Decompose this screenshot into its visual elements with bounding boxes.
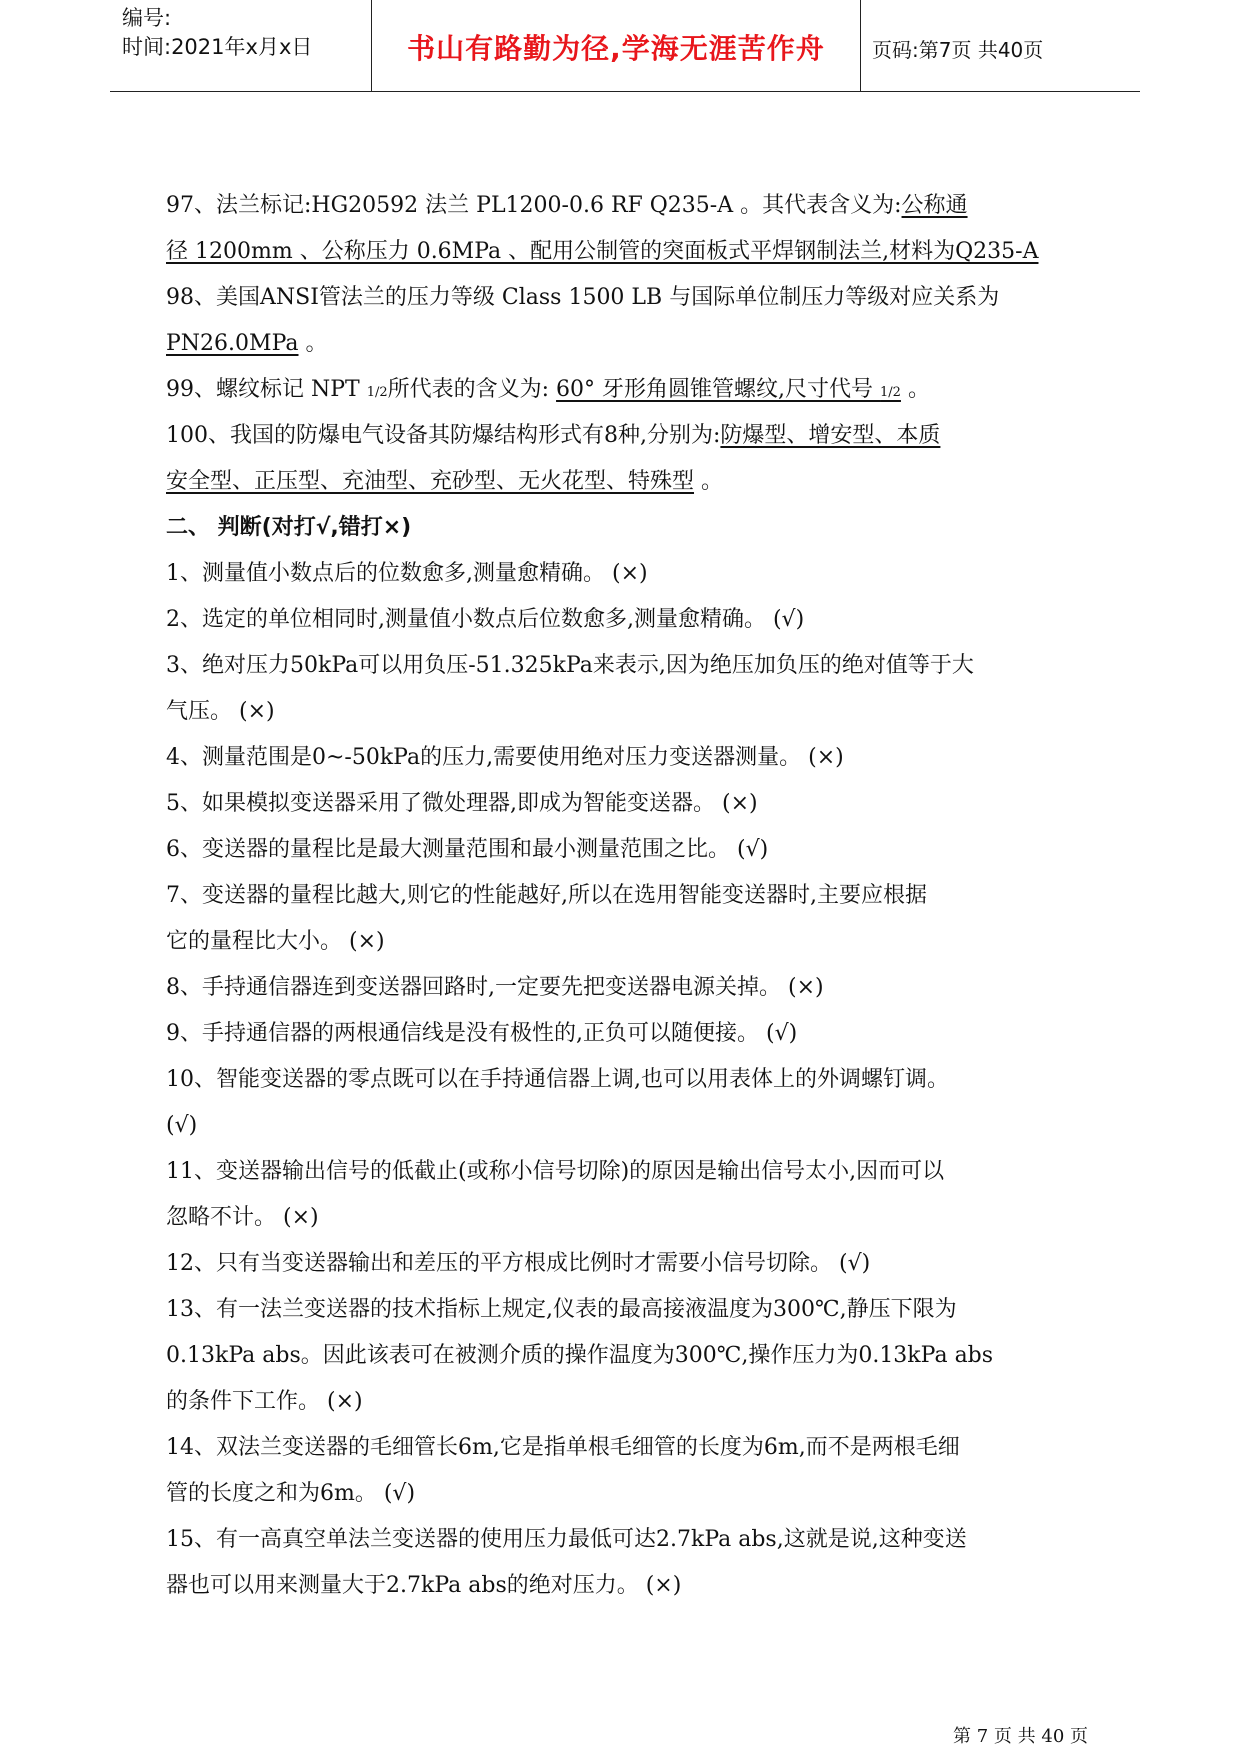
list-item: 6、变送器的量程比是最大测量范围和最小测量范围之比。 (√)	[166, 837, 769, 862]
header-page-number: 页码:第7页 共40页	[872, 38, 1044, 62]
document-body	[166, 183, 1086, 1609]
text-line	[166, 459, 1086, 505]
q98-answer: PN26.0MPa	[166, 331, 299, 356]
header-divider	[860, 0, 861, 92]
list-item: 1、测量值小数点后的位数愈多,测量愈精确。 (×)	[166, 561, 648, 586]
q99-text: 99、螺纹标记 NPT	[166, 377, 367, 402]
list-item: 8、手持通信器连到变送器回路时,一定要先把变送器电源关掉。 (×)	[166, 975, 824, 1000]
list-item: 13、有一法兰变送器的技术指标上规定,仪表的最高接液温度为300℃,静压下限为	[166, 1297, 957, 1322]
list-item: 11、变送器输出信号的低截止(或称小信号切除)的原因是输出信号太小,因而可以	[166, 1159, 945, 1184]
punct: 。	[900, 377, 930, 402]
q97-text: 97、法兰标记:HG20592 法兰 PL1200-0.6 RF Q235-A 。其代表含义为:	[166, 193, 902, 218]
text-line	[166, 183, 1086, 229]
list-item-cont: 的条件下工作。 (×)	[166, 1389, 363, 1414]
list-item: 3、绝对压力50kPa可以用负压-51.325kPa来表示,因为绝压加负压的绝对值等于大	[166, 653, 974, 678]
list-item: 2、选定的单位相同时,测量值小数点后位数愈多,测量愈精确。 (√)	[166, 607, 805, 632]
header-motto: 书山有路勤为径,学海无涯苦作舟	[407, 32, 825, 65]
list-item-cont: 它的量程比大小。 (×)	[166, 929, 385, 954]
list-item-cont: 忽略不计。 (×)	[166, 1205, 319, 1230]
list-item: 5、如果模拟变送器采用了微处理器,即成为智能变送器。 (×)	[166, 791, 758, 816]
punct: 。	[298, 331, 328, 356]
list-item: 4、测量范围是0~-50kPa的压力,需要使用绝对压力变送器测量。 (×)	[166, 745, 844, 770]
list-item: 10、智能变送器的零点既可以在手持通信器上调,也可以用表体上的外调螺钉调。	[166, 1067, 949, 1092]
list-item: 7、变送器的量程比越大,则它的性能越好,所以在选用智能变送器时,主要应根据	[166, 883, 927, 908]
text-line	[166, 413, 1086, 459]
header-date: 时间:2021年x月x日	[122, 35, 313, 59]
header-meta	[122, 4, 312, 62]
text-line	[166, 321, 1086, 367]
list-item-cont: 器也可以用来测量大于2.7kPa abs的绝对压力。 (×)	[166, 1573, 682, 1598]
punct: 。	[694, 469, 724, 494]
list-item-cont: 管的长度之和为6m。 (√)	[166, 1481, 416, 1506]
q100-answer: 防爆型、增安型、本质	[720, 423, 941, 448]
list-item: 9、手持通信器的两根通信线是没有极性的,正负可以随便接。 (√)	[166, 1021, 798, 1046]
list-item-cont: (√)	[166, 1113, 198, 1138]
fraction: 1/2	[880, 385, 901, 400]
q99-answer-text: 60° 牙形角圆锥管螺纹,尺寸代号	[556, 377, 881, 402]
q100-answer-cont: 安全型、正压型、充油型、充砂型、无火花型、特殊型	[166, 469, 695, 494]
header-rule	[110, 91, 1140, 92]
list-item: 12、只有当变送器输出和差压的平方根成比例时才需要小信号切除。 (√)	[166, 1251, 871, 1276]
header-number: 编号:	[122, 6, 172, 30]
list-item: 15、有一高真空单法兰变送器的使用压力最低可达2.7kPa abs,这就是说,这种变送	[166, 1527, 967, 1552]
q97-answer-cont: 径 1200mm 、公称压力 0.6MPa 、配用公制管的突面板式平焊钢制法兰,材料为Q235-A	[166, 239, 1039, 264]
q99-text: 所代表的含义为:	[387, 377, 557, 402]
q100-text: 100、我国的防爆电气设备其防爆结构形式有8种,分别为:	[166, 423, 721, 448]
list-item-cont: 气压。 (×)	[166, 699, 275, 724]
section-heading: 二、 判断(对打√,错打×)	[166, 515, 412, 540]
q99-answer	[556, 377, 901, 402]
text-line	[166, 367, 1086, 413]
fraction: 1/2	[366, 385, 388, 400]
q97-answer: 公称通	[901, 193, 968, 218]
list-item: 14、双法兰变送器的毛细管长6m,它是指单根毛细管的长度为6m,而不是两根毛细	[166, 1435, 960, 1460]
q98-text: 98、美国ANSI管法兰的压力等级 Class 1500 LB 与国际单位制压力等级对应关系为	[166, 285, 1000, 310]
page-header	[110, 0, 1140, 92]
footer-page-number: 第 7 页 共 40 页	[953, 1726, 1088, 1747]
list-item-cont: 0.13kPa abs。因此该表可在被测介质的操作温度为300℃,操作压力为0.13kPa abs	[166, 1343, 994, 1368]
